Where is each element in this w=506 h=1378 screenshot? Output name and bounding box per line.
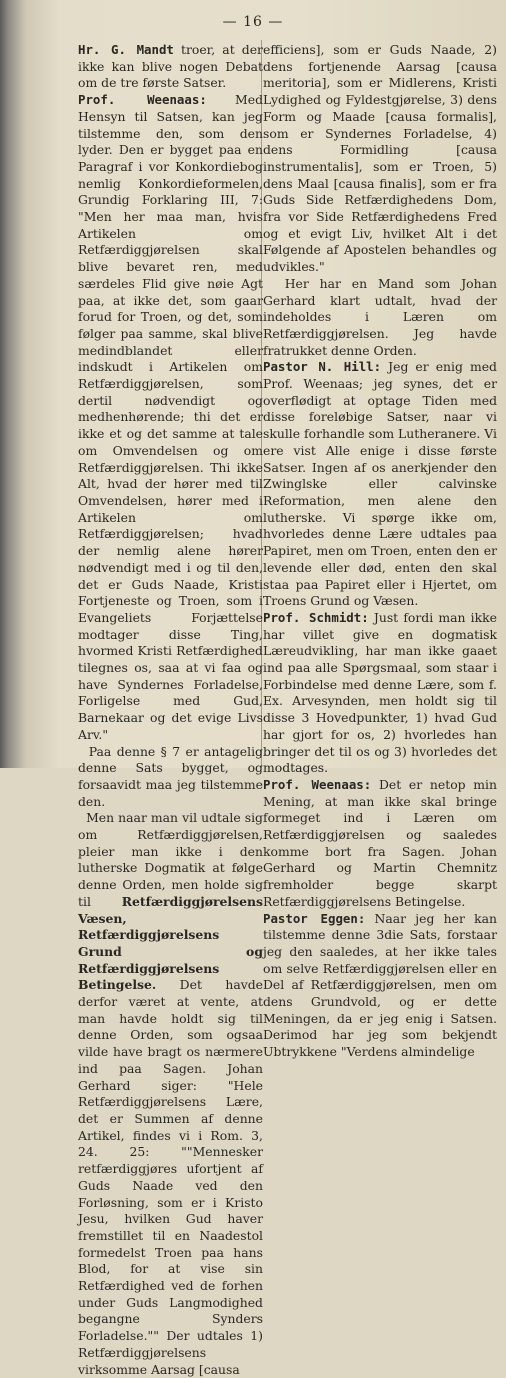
speaker-name: Prof. Weenaas: [263,776,372,792]
paragraph [263,610,497,777]
speaker-name: Prof. Schmidt: [263,609,369,625]
paragraph-text: Just fordi man ikke har villet give en dogmatisk Læreudvikling, har man ikke gaaet ind paa alle Spørgsmaal, som staar i Forbindelse med denne Lære, som f. Ex. Arvesynden, men holdt sig til disse 3 Hovedpunkter, 1) hvad Gud har gjort for os, 2) hvorledes han bringer det til os og 3) hvorledes det modtages. [263,609,497,776]
paragraph-text: Her har en Mand som Johan Gerhard klart udtalt, hvad der indeholdes i Læren om Retfærdiggjørelsen. Jeg havde fratrukket denne Orden. [263,275,497,358]
emphasis-text: Retfærdiggjørelsens Væsen, Retfærdiggjørelsens Grund og Retfærdiggjørelsens Betingelse. [78,893,263,993]
speaker-name: Pastor N. Hill: [263,359,382,375]
paragraph-text: Det er netop min Mening, at man ikke skal bringe formeget ind i Læren om Retfærdiggjørelsen og saaledes komme bort fra Sagen. Johan Gerhard og Martin Chemnitz fremholder begge skarpt Retfærdiggjørelsens Betingelse. [263,776,498,909]
paragraph-text: Men naar man vil udtale sig om Retfærdiggjørelsen, pleier man ikke i den lutherske Dogmatik at følge denne Orden, men holde sig til [78,810,263,909]
paragraph-text: troer, at der ikke kan blive nogen Debat om de tre første Satser. [78,42,263,91]
paragraph-text: Naar jeg her kan tilstemme denne 3die Sats, forstaar jeg den saaledes, at her ikke tales om selve Retfærdiggjørelsen eller en Del af Retfærdiggjørelsen, men om dens Grundvold, og er dette Meningen, da er jeg enig i Satsen. Derimod har jeg som bekjendt Ubtrykkene "Verdens almindelige [263,910,497,1060]
paragraph [78,92,263,743]
paragraph [263,777,497,911]
speaker-name: Pastor Eggen: [263,910,366,926]
paragraph [263,42,497,276]
paragraph-text: efficiens], som er Guds Naade, 2) dens fortjenende Aarsag [causa meritoria], som er Midlerens, Kristi Lydighed og Fyldestgjørelse, 3) dens Form og Maade [causa formalis], som er Syndernes Forladelse, 4) dens Formidling [causa instrumentalis], som er Troen, 5) dens Maal [causa finalis], som er fra Guds Side Retfærdighedens Dom, fra vor Side Retfærdighedens Fred og et evigt Liv, hvilket Alt i det Følgende af Apostelen behandles og udvikles." [263,42,497,275]
paragraph [263,359,497,610]
speaker-name: Hr. G. Mandt [78,42,174,57]
paragraph-text: Det havde derfor været at vente, at man havde holdt sig til denne Orden, som ogsaa vilde have bragt os nærmere ind paa Sagen. Johan Gerhard siger: "Hele Retfærdiggjørelsens Lære, det er Summen af denne Artikel, findes vi i Rom. 3, 24. 25: ""Mennesker retfærdiggjøres ufortjent af Guds Naade ved den Forløsning, som er i Kristo Jesu, hvilken Gud haver fremstillet til en Naadestol formedelst Troen paa hans Blod, for at vise sin Retfærdighed ved de forhen under Guds Langmodighed begangne Synders Forladelse."" Der udtales 1) Retfærdiggjørelsens virksomme Aarsag [causa [78,977,263,1377]
left-column [78,42,264,1377]
right-column [263,42,498,1060]
paragraph-text: Paa denne § 7 er antagelig denne Sats bygget, og forsaavidt maa jeg tilstemme den. [78,743,263,809]
speaker-name: Prof. Weenaas: [78,92,207,108]
paragraph [78,810,263,1378]
paragraph-text: Med Hensyn til Satsen, kan jeg tilstemme den, som den lyder. Den er bygget paa en Paragraf i vor Konkordiebog nemlig Konkordieformelen, Grundig Forklaring III, 7: "Men her maa man, hvis Artikelen om Retfærdiggjørelsen skal blive bevaret ren, med særdeles Flid give nøie Agt paa, at ikke det, som gaar forud for Troen, og det, som følger paa samme, skal blive medindblandet eller indskudt i Artikelen om Retfærdiggjørelsen, som dertil nødvendigt og medhenhørende; thi det er ikke et og det samme at tale om Omvendelsen og om Retfærdiggjørelsen. Thi ikke Alt, hvad der hører med til Omvendelsen, hører med i Artikelen om Retfærdiggjørelsen; hvad der nemlig alene hører nødvendigt med i og til den, det er Guds Naade, Kristi Fortjeneste og Troen, som i Evangeliets Forjættelse modtager disse Ting, hvormed Kristi Retfærdighed tilegnes os, saa at vi faa og have Syndernes Forladelse, Forligelse med Gud, Barnekaar og det evige Livs Arv." [78,92,264,742]
paragraph [78,744,263,811]
paragraph [78,42,263,92]
page-number: — 16 — [222,14,284,30]
paragraph [263,276,497,360]
paragraph-text: Jeg er enig med Prof. Weenaas; jeg synes, det er overflødigt at optage Tiden med disse foreløbige Satser, naar vi skulle forhandle som Lutheranere. Vi ere vist Alle enige i disse første Satser. Ingen af os anerkjender den Zwinglske eller calvinske Reformation, men alene den lutherske. Vi spørge ikke om, hvorledes denne Lære udtales paa Papiret, men om Troen, enten den er levende eller død, enten den skal staa paa Papiret eller i Hjertet, om Troens Grund og Væsen. [263,359,497,609]
paragraph [263,911,497,1061]
